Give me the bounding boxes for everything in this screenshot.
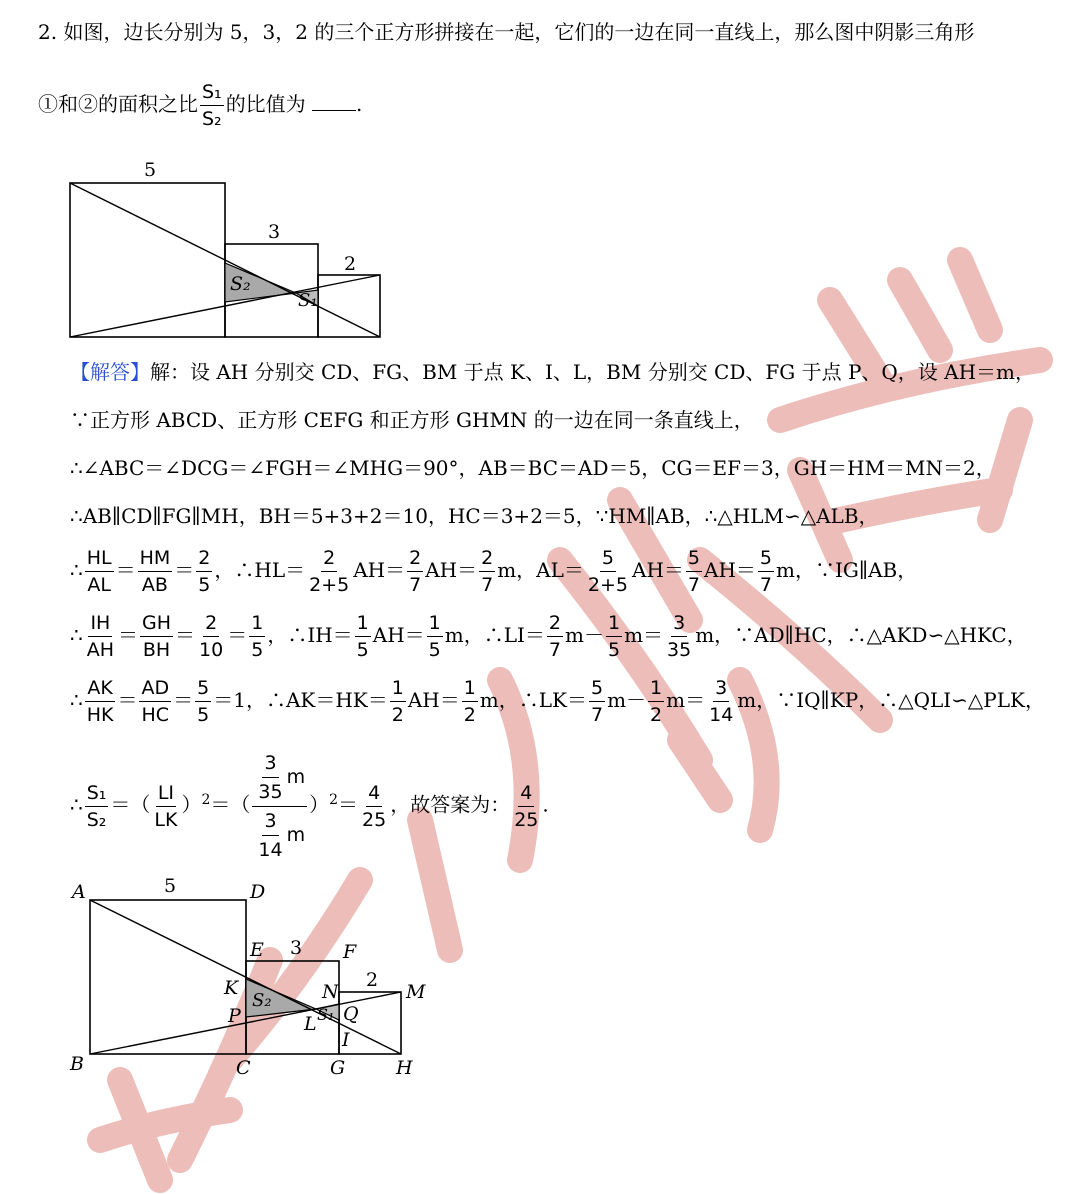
- l7-f5d: 2: [463, 704, 476, 726]
- l8-f: ＝: [338, 792, 359, 817]
- l6-eq-1: ＝: [118, 623, 139, 647]
- l8-a: ∴: [70, 792, 83, 817]
- l5-e: m，AL＝: [497, 558, 584, 582]
- l8-d: ＝（: [210, 792, 251, 817]
- l8-sq-1: 2: [201, 792, 211, 808]
- l5-frac-9: [758, 545, 774, 598]
- l7-frac-8: [707, 675, 735, 728]
- l6-frac-1: [85, 610, 116, 663]
- l5-f4d: 2+5: [309, 574, 350, 596]
- l5-f5n: 2: [407, 545, 423, 572]
- fig2-label-G: G: [330, 1057, 346, 1079]
- fig2-label-I: I: [342, 1029, 350, 1051]
- l7-eq-2: ＝: [173, 688, 194, 712]
- l5-f1d: AL: [87, 574, 111, 596]
- ratio-den: S₂: [202, 108, 222, 130]
- l7-f2d: HC: [141, 704, 170, 726]
- l5-frac-4: [307, 545, 351, 598]
- l6-f6n: 1: [427, 610, 443, 637]
- l7-e: m－: [607, 688, 647, 712]
- l5-f3d: 5: [198, 574, 211, 596]
- l7-c: AH＝: [407, 688, 460, 712]
- solution-line-7: [70, 675, 1045, 728]
- l6-f9n: 3: [671, 610, 687, 637]
- fig2-label-F: F: [343, 941, 357, 963]
- l8-c: ）: [181, 792, 202, 817]
- fig2-label-A: A: [72, 881, 86, 903]
- l7-f1d: HK: [86, 704, 114, 726]
- l8-frac-4: [512, 780, 540, 833]
- fig1-label-s1: S₁: [298, 290, 318, 311]
- solution-line-1-text: 解：设 AH 分别交 CD、FG、BM 于点 K、I、L，BM 分别交 CD、FG 于点 P、Q，设 AH＝m，: [150, 360, 1036, 384]
- l6-f1n: IH: [88, 610, 112, 637]
- fig2-label-Q: Q: [343, 1003, 359, 1025]
- l5-f5d: 7: [409, 574, 422, 596]
- l6-e: m－: [565, 623, 604, 647]
- l5-f1n: HL: [85, 545, 114, 572]
- l8-frac-1: [85, 780, 109, 833]
- l6-frac-3: [197, 610, 225, 663]
- l8-bd: 35: [258, 780, 283, 803]
- l7-a: ∴: [70, 688, 83, 712]
- l5-f9d: 7: [759, 574, 772, 596]
- l6-b: ，∴IH＝: [267, 623, 353, 647]
- l6-frac-9: [665, 610, 693, 663]
- l6-eq-2: ＝: [175, 623, 196, 647]
- fig2-label-2: 2: [366, 969, 379, 991]
- l6-f4n: 1: [249, 610, 265, 637]
- l7-b: ＝1，∴AK＝HK＝: [213, 688, 388, 712]
- fig2-label-P: P: [228, 1005, 241, 1027]
- l5-frac-6: [479, 545, 495, 598]
- fig2-label-H: H: [396, 1057, 413, 1079]
- fig2-label-C: C: [236, 1057, 251, 1079]
- fig2-label-D: D: [250, 881, 266, 903]
- solution-line-4: ∴AB∥CD∥FG∥MH，BH＝5+3+2＝10，HC＝3+2＝5，∵HM∥AB，∴△HLM∽△ALB，: [70, 504, 879, 528]
- l5-f2d: AB: [141, 574, 168, 596]
- fig2-label-M: M: [406, 981, 426, 1003]
- fig1-label-2: 2: [344, 253, 357, 275]
- l6-f2n: GH: [140, 610, 173, 637]
- l5-c: AH＝: [353, 558, 406, 582]
- l8-frac-3: [360, 780, 388, 833]
- l5-f6d: 7: [481, 574, 494, 596]
- fig2-label-L: L: [304, 1013, 317, 1035]
- l5-h: AH＝: [704, 558, 756, 582]
- fig2-label-s2: S₂: [252, 990, 272, 1011]
- solution-line-2: ∵正方形 ABCD、正方形 CEFG 和正方形 GHMN 的一边在同一条直线上，: [70, 408, 754, 432]
- l5-g: AH＝: [632, 558, 684, 582]
- solution-tag: 【解答】: [70, 360, 150, 384]
- solution-line-5: [70, 545, 917, 598]
- l6-frac-7: [547, 610, 563, 663]
- l6-f8d: 5: [607, 639, 621, 661]
- l7-h: m，∵IQ∥KP，∴△QLI∽△PLK，: [737, 688, 1045, 712]
- fig2-label-E: E: [250, 939, 264, 961]
- l8-f3d: 25: [362, 808, 387, 831]
- l7-f1n: AK: [85, 675, 114, 702]
- problem-line-2-post: 的比值为: [225, 92, 306, 116]
- l7-frac-2: [139, 675, 171, 728]
- l6-f5d: 5: [356, 639, 369, 661]
- fig2-label-s1: S₁: [317, 1005, 335, 1024]
- fig2-square-abcd: [90, 900, 246, 1054]
- l5-frac-2: [138, 545, 173, 598]
- l6-f5n: 1: [355, 610, 371, 637]
- l8-inner-frac-1: [256, 749, 284, 806]
- l6-f9d: 35: [667, 639, 692, 661]
- solution-line-6: [70, 610, 1027, 663]
- l7-f8d: 14: [709, 704, 734, 726]
- fig1-square-5: [70, 183, 225, 337]
- l5-frac-7: [586, 545, 630, 598]
- l5-f2n: HM: [138, 545, 173, 572]
- l5-eq-2: ＝: [174, 558, 195, 582]
- l8-f2n: LI: [156, 780, 176, 807]
- l6-frac-8: [606, 610, 622, 663]
- fig1-label-3: 3: [268, 221, 281, 243]
- l6-f4d: 5: [251, 639, 264, 661]
- fig1-label-s2: S₂: [230, 273, 251, 295]
- l5-f6n: 2: [479, 545, 495, 572]
- l5-k: m，∵IG∥AB，: [775, 558, 918, 582]
- l6-f1d: AH: [86, 639, 115, 661]
- solution-line-8: [70, 745, 549, 864]
- l5-f8d: 7: [687, 574, 700, 596]
- l7-eq-1: ＝: [117, 688, 138, 712]
- l7-d: m，∴LK＝: [479, 688, 587, 712]
- l7-frac-1: [85, 675, 116, 728]
- l8-big-frac: [252, 749, 307, 864]
- l5-f4n: 2: [321, 545, 337, 572]
- l6-f6d: 5: [428, 639, 441, 661]
- l6-f8n: 1: [606, 610, 622, 637]
- l5-f7n: 5: [600, 545, 616, 572]
- l8-frac-2: [152, 780, 179, 833]
- l6-d: m，∴LI＝: [444, 623, 545, 647]
- l7-g: m＝: [666, 688, 706, 712]
- l7-f7d: 2: [650, 704, 663, 726]
- l8-f1d: S₂: [86, 808, 107, 831]
- fig1-square-2: [318, 275, 380, 337]
- l7-f2n: AD: [139, 675, 171, 702]
- l8-sq-2: 2: [329, 792, 339, 808]
- fig2-label-B: B: [70, 1053, 84, 1075]
- l6-frac-4: [249, 610, 265, 663]
- problem-line-2-pre: ①和②的面积之比: [38, 92, 198, 116]
- l5-frac-8: [686, 545, 702, 598]
- l7-f3n: 5: [195, 675, 211, 702]
- l7-f7n: 1: [648, 675, 664, 702]
- l8-f2d: LK: [154, 808, 178, 831]
- l6-h: m，∵AD∥HC，∴△AKD∽△HKC，: [695, 623, 1027, 647]
- l8-f4d: 25: [514, 808, 539, 831]
- l8-f4n: 4: [518, 780, 534, 807]
- l5-frac-5: [407, 545, 423, 598]
- l5-d: AH＝: [425, 558, 478, 582]
- figure-1: [60, 150, 400, 350]
- l6-eq-3: ＝: [227, 623, 248, 647]
- l8-bn2: 3: [262, 807, 278, 836]
- l6-g: m＝: [624, 623, 664, 647]
- l6-f2d: BH: [142, 639, 171, 661]
- fig2-label-N: N: [322, 981, 339, 1003]
- l8-f3n: 4: [366, 780, 382, 807]
- problem-line-1: 2. 如图，边长分别为 5，3，2 的三个正方形拼接在一起，它们的一边在同一直线上，那么图中阴影三角形: [38, 20, 975, 44]
- l8-inner-frac-2: [256, 807, 284, 864]
- l8-g: ，故答案为：: [390, 792, 511, 817]
- problem-line-2: [38, 74, 362, 134]
- figure-2: [60, 870, 440, 1090]
- l6-c: AH＝: [372, 623, 425, 647]
- l8-big-den: [252, 807, 307, 864]
- l8-bd2: 14: [258, 838, 283, 861]
- l5-frac-3: [196, 545, 212, 598]
- l5-b: ，∴HL＝: [214, 558, 306, 582]
- l8-big-num: [252, 749, 307, 807]
- l6-frac-5: [355, 610, 371, 663]
- l6-a: ∴: [70, 623, 83, 647]
- l5-frac-1: [85, 545, 114, 598]
- l7-frac-4: [390, 675, 406, 728]
- l8-e: ）: [309, 792, 330, 817]
- answer-blank: [312, 94, 356, 111]
- fig1-label-5: 5: [144, 159, 157, 181]
- problem-line-2-end: .: [356, 92, 363, 116]
- l7-f5n: 1: [462, 675, 478, 702]
- l5-f9n: 5: [758, 545, 774, 572]
- fig2-label-5: 5: [164, 875, 177, 897]
- l5-f7d: 2+5: [587, 574, 629, 596]
- l8-h: .: [542, 792, 549, 817]
- solution-line-1: [70, 360, 1035, 384]
- l5-f8n: 5: [686, 545, 702, 572]
- fig2-label-3: 3: [290, 937, 303, 959]
- l7-frac-7: [648, 675, 664, 728]
- l8-b: ＝（: [110, 792, 151, 817]
- fig2-label-K: K: [224, 977, 239, 999]
- l7-f6d: 7: [590, 704, 604, 726]
- l7-f4n: 1: [390, 675, 406, 702]
- l8-bn: 3: [262, 749, 278, 778]
- solution-line-3: ∴∠ABC＝∠DCG＝∠FGH＝∠MHG＝90°，AB＝BC＝AD＝5，CG＝EF＝3，GH＝HM＝MN＝2，: [70, 456, 996, 480]
- l6-f7d: 7: [548, 639, 561, 661]
- l7-f6n: 5: [589, 675, 605, 702]
- l7-f3d: 5: [197, 704, 210, 726]
- l5-eq-1: ＝: [115, 558, 136, 582]
- l7-frac-3: [195, 675, 211, 728]
- l7-f8n: 3: [713, 675, 729, 702]
- l8-bm2: m: [286, 823, 306, 846]
- l5-f3n: 2: [196, 545, 212, 572]
- ratio-fraction: [200, 79, 224, 132]
- l8-bm: m: [286, 765, 306, 788]
- l7-f4d: 2: [391, 704, 404, 726]
- ratio-num: S₁: [200, 79, 224, 106]
- l7-frac-6: [589, 675, 605, 728]
- l6-f7n: 2: [547, 610, 563, 637]
- l7-frac-5: [462, 675, 478, 728]
- l6-frac-2: [140, 610, 173, 663]
- l5-a: ∴: [70, 558, 83, 582]
- l6-frac-6: [427, 610, 443, 663]
- l6-f3d: 10: [199, 639, 224, 661]
- l8-f1n: S₁: [85, 780, 109, 807]
- l6-f3n: 2: [203, 610, 219, 637]
